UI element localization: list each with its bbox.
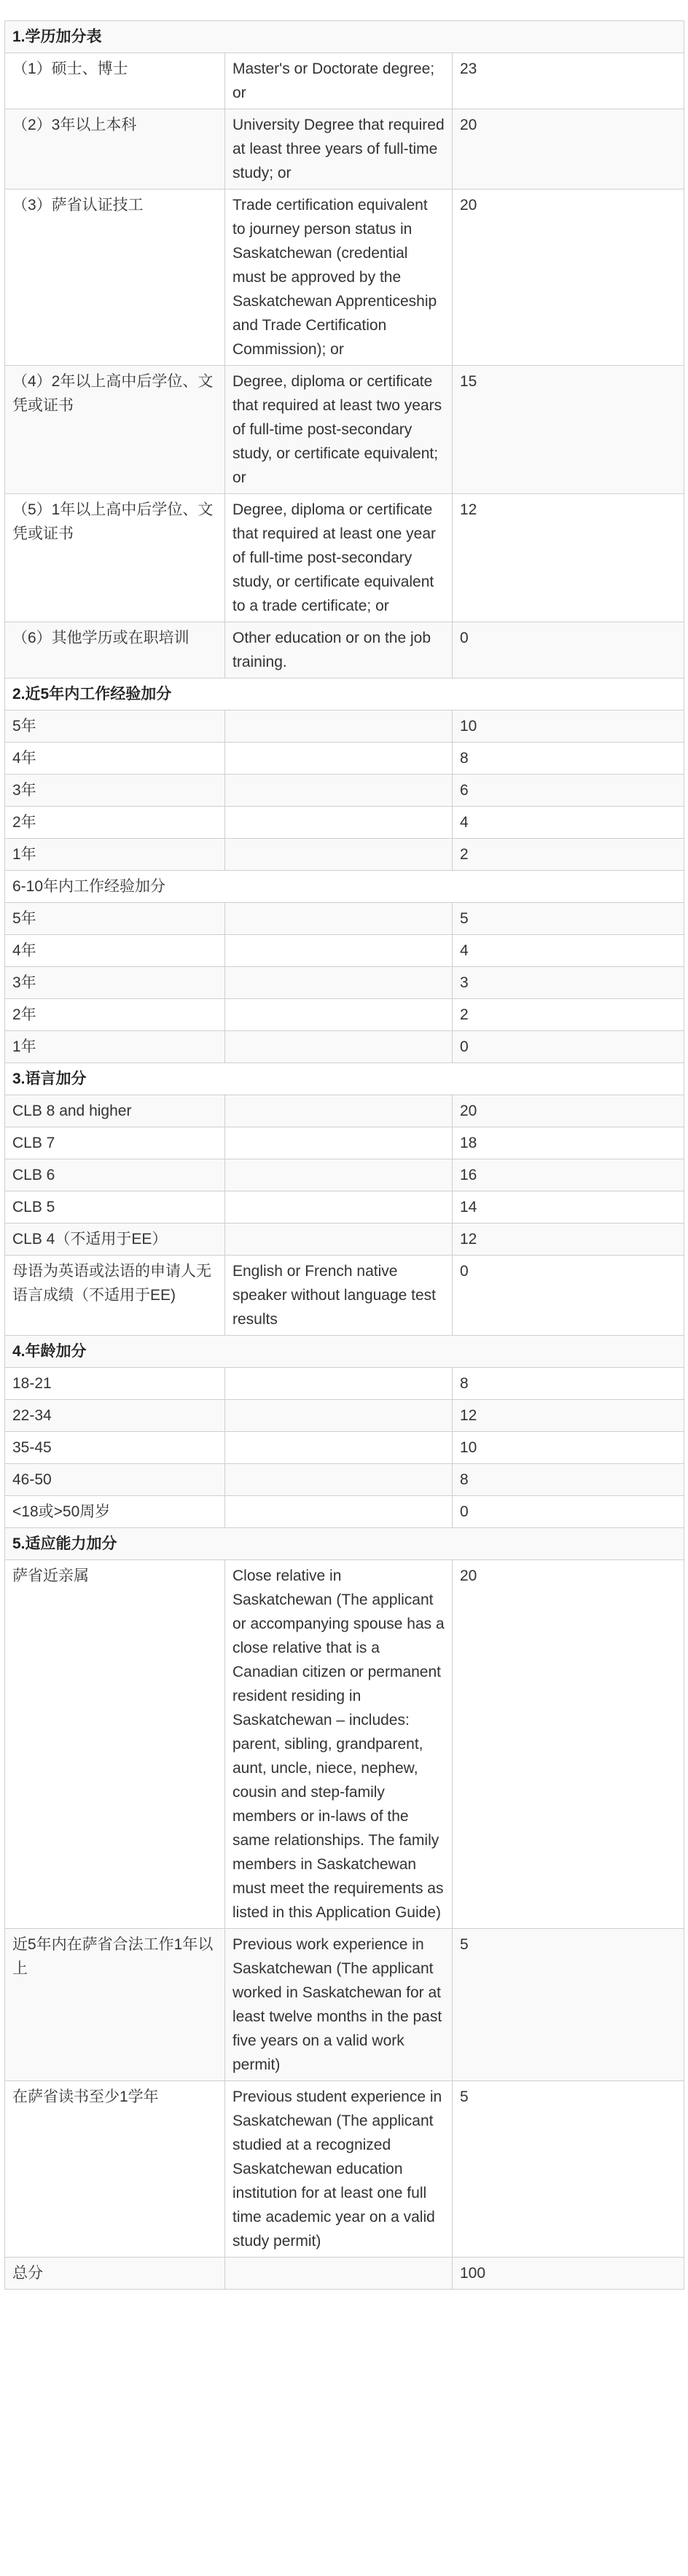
criterion-description-cell: Previous work experience in Saskatchewan (The applicant worked in Saskatchewan for at least twelve months in the past five years on a valid work permit): [225, 1929, 453, 2081]
criterion-description-cell: [225, 1464, 453, 1496]
table-row: [5, 743, 684, 775]
criterion-description-cell: [225, 967, 453, 999]
points-cell: 5: [453, 903, 684, 935]
table-row: [5, 494, 684, 622]
points-cell: 4: [453, 807, 684, 839]
table-row: [5, 622, 684, 678]
points-cell: 15: [453, 366, 684, 494]
subsection-header-row: [5, 871, 684, 903]
criterion-description-cell: [225, 1432, 453, 1464]
points-cell: 20: [453, 109, 684, 189]
table-row: [5, 935, 684, 967]
table-row: [5, 710, 684, 743]
criterion-label-cell: <18或>50周岁: [5, 1496, 225, 1528]
section-title: 2.近5年内工作经验加分: [5, 678, 684, 710]
criterion-description-cell: University Degree that required at least three years of full-time study; or: [225, 109, 453, 189]
section-title: 4.年龄加分: [5, 1336, 684, 1368]
points-cell: 12: [453, 1224, 684, 1256]
criterion-label-cell: （5）1年以上高中后学位、文凭或证书: [5, 494, 225, 622]
points-cell: 8: [453, 1464, 684, 1496]
criterion-label-cell: 2年: [5, 807, 225, 839]
points-cell: 20: [453, 189, 684, 366]
criterion-label-cell: 35-45: [5, 1432, 225, 1464]
criterion-description-cell: [225, 1159, 453, 1191]
points-cell: 2: [453, 999, 684, 1031]
criterion-label-cell: CLB 6: [5, 1159, 225, 1191]
points-cell: 20: [453, 1560, 684, 1929]
criterion-description-cell: [225, 1031, 453, 1063]
table-row: [5, 1400, 684, 1432]
table-row: [5, 999, 684, 1031]
criterion-label-cell: （4）2年以上高中后学位、文凭或证书: [5, 366, 225, 494]
criterion-description-cell: [225, 710, 453, 743]
criterion-description-cell: Previous student experience in Saskatchewan (The applicant studied at a recognized Saskatchewan education institution for at least one full time academic year on a valid study permit): [225, 2081, 453, 2258]
criterion-description-cell: Close relative in Saskatchewan (The applicant or accompanying spouse has a close relative that is a Canadian citizen or permanent resident residing in Saskatchewan – includes: parent, sibling, grandparent, aunt, uncle, niece, nephew, cousin and step-family members or in-laws of the same relationships. The family members in Saskatchewan must meet the requirements as listed in this Application Guide): [225, 1560, 453, 1929]
criterion-label-cell: （1）硕士、博士: [5, 53, 225, 109]
table-row: [5, 967, 684, 999]
total-label-cell: 总分: [5, 2258, 225, 2290]
points-cell: 3: [453, 967, 684, 999]
criterion-label-cell: 5年: [5, 710, 225, 743]
total-row: [5, 2258, 684, 2290]
points-cell: 16: [453, 1159, 684, 1191]
points-cell: 12: [453, 1400, 684, 1432]
section-header-row: [5, 21, 684, 53]
criterion-label-cell: 1年: [5, 839, 225, 871]
criterion-label-cell: （3）萨省认证技工: [5, 189, 225, 366]
criterion-description-cell: [225, 1400, 453, 1432]
table-row: [5, 1031, 684, 1063]
criterion-description-cell: Master's or Doctorate degree; or: [225, 53, 453, 109]
criterion-description-cell: [225, 1368, 453, 1400]
criterion-label-cell: 46-50: [5, 1464, 225, 1496]
table-row: [5, 903, 684, 935]
criterion-description-cell: [225, 1224, 453, 1256]
criterion-label-cell: 4年: [5, 743, 225, 775]
criterion-label-cell: 萨省近亲属: [5, 1560, 225, 1929]
points-cell: 14: [453, 1191, 684, 1224]
table-row: [5, 1095, 684, 1127]
criterion-label-cell: CLB 5: [5, 1191, 225, 1224]
table-row: [5, 1464, 684, 1496]
table-row: [5, 775, 684, 807]
criterion-description-cell: [225, 999, 453, 1031]
criterion-label-cell: CLB 8 and higher: [5, 1095, 225, 1127]
points-cell: 5: [453, 1929, 684, 2081]
points-cell: 20: [453, 1095, 684, 1127]
table-row: [5, 1191, 684, 1224]
points-cell: 23: [453, 53, 684, 109]
table-row: [5, 1368, 684, 1400]
table-row: [5, 1929, 684, 2081]
criterion-description-cell: [225, 775, 453, 807]
points-cell: 8: [453, 743, 684, 775]
points-cell: 18: [453, 1127, 684, 1159]
table-row: [5, 366, 684, 494]
points-cell: 2: [453, 839, 684, 871]
criterion-label-cell: 18-21: [5, 1368, 225, 1400]
criterion-label-cell: （6）其他学历或在职培训: [5, 622, 225, 678]
criterion-label-cell: 在萨省读书至少1学年: [5, 2081, 225, 2258]
section-title: 5.适应能力加分: [5, 1528, 684, 1560]
criterion-label-cell: 3年: [5, 967, 225, 999]
section-title: 1.学历加分表: [5, 21, 684, 53]
criterion-label-cell: 3年: [5, 775, 225, 807]
criterion-description-cell: [225, 1127, 453, 1159]
table-row: [5, 1256, 684, 1336]
points-cell: 10: [453, 1432, 684, 1464]
section-header-row: [5, 1528, 684, 1560]
criterion-description-cell: [225, 1191, 453, 1224]
total-description-cell: [225, 2258, 453, 2290]
criterion-label-cell: CLB 7: [5, 1127, 225, 1159]
points-cell: 0: [453, 1256, 684, 1336]
points-cell: 0: [453, 1031, 684, 1063]
section-header-row: [5, 1063, 684, 1095]
table-row: [5, 1127, 684, 1159]
section-title: 6-10年内工作经验加分: [5, 871, 684, 903]
points-cell: 8: [453, 1368, 684, 1400]
section-header-row: [5, 678, 684, 710]
table-row: [5, 109, 684, 189]
table-row: [5, 839, 684, 871]
criterion-description-cell: [225, 807, 453, 839]
criterion-description-cell: Degree, diploma or certificate that required at least one year of full-time post-secondary study, or certificate equivalent to a trade certificate; or: [225, 494, 453, 622]
criterion-label-cell: 近5年内在萨省合法工作1年以上: [5, 1929, 225, 2081]
table-row: [5, 2081, 684, 2258]
criterion-description-cell: Other education or on the job training.: [225, 622, 453, 678]
points-table: [4, 20, 684, 2290]
table-row: [5, 189, 684, 366]
table-row: [5, 1560, 684, 1929]
points-cell: 0: [453, 1496, 684, 1528]
points-table-body: [5, 21, 684, 2290]
points-cell: 12: [453, 494, 684, 622]
criterion-label-cell: 2年: [5, 999, 225, 1031]
criterion-description-cell: [225, 743, 453, 775]
criterion-label-cell: 1年: [5, 1031, 225, 1063]
points-cell: 5: [453, 2081, 684, 2258]
criterion-label-cell: 4年: [5, 935, 225, 967]
criterion-label-cell: 5年: [5, 903, 225, 935]
criterion-description-cell: English or French native speaker without language test results: [225, 1256, 453, 1336]
criterion-label-cell: （2）3年以上本科: [5, 109, 225, 189]
points-cell: 10: [453, 710, 684, 743]
points-cell: 4: [453, 935, 684, 967]
total-points-cell: 100: [453, 2258, 684, 2290]
criterion-label-cell: CLB 4（不适用于EE）: [5, 1224, 225, 1256]
criterion-description-cell: [225, 839, 453, 871]
criterion-description-cell: Degree, diploma or certificate that required at least two years of full-time post-secondary study, or certificate equivalent; or: [225, 366, 453, 494]
table-row: [5, 1224, 684, 1256]
points-cell: 6: [453, 775, 684, 807]
criterion-description-cell: [225, 903, 453, 935]
table-row: [5, 1159, 684, 1191]
table-row: [5, 1496, 684, 1528]
criterion-description-cell: Trade certification equivalent to journey person status in Saskatchewan (credential must be approved by the Saskatchewan Apprenticeship and Trade Certification Commission); or: [225, 189, 453, 366]
table-row: [5, 807, 684, 839]
table-row: [5, 1432, 684, 1464]
criterion-description-cell: [225, 935, 453, 967]
criterion-label-cell: 母语为英语或法语的申请人无语言成绩（不适用于EE): [5, 1256, 225, 1336]
criterion-description-cell: [225, 1496, 453, 1528]
criterion-label-cell: 22-34: [5, 1400, 225, 1432]
section-header-row: [5, 1336, 684, 1368]
table-row: [5, 53, 684, 109]
section-title: 3.语言加分: [5, 1063, 684, 1095]
points-cell: 0: [453, 622, 684, 678]
criterion-description-cell: [225, 1095, 453, 1127]
